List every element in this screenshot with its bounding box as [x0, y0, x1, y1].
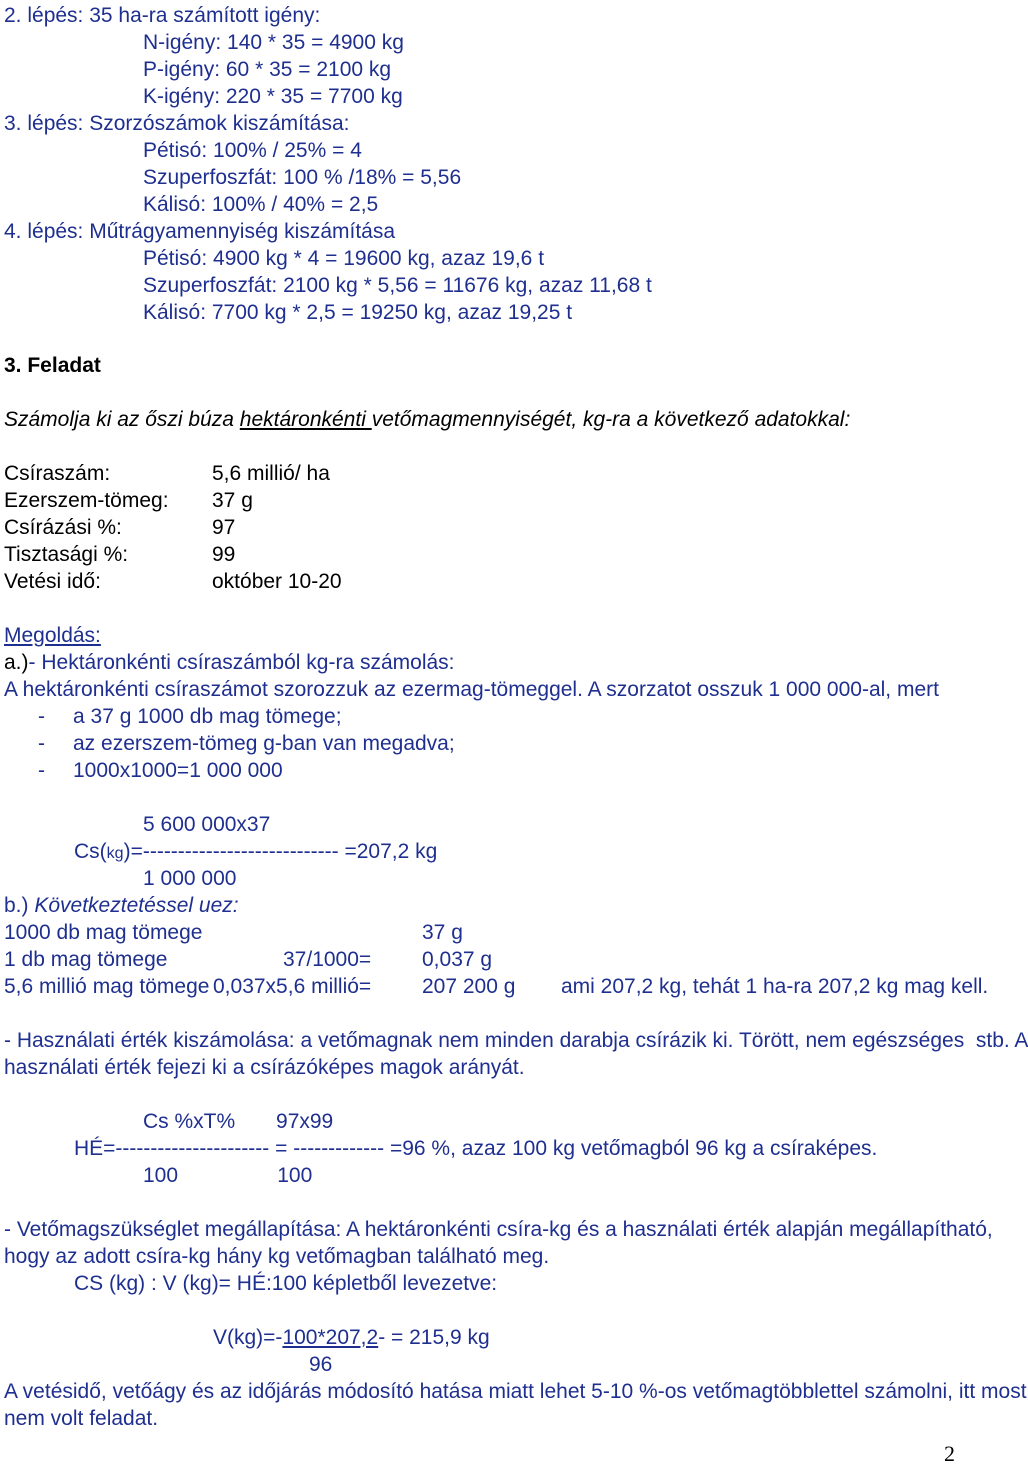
solution-label: Megoldás:: [4, 624, 101, 647]
he-numerator: Cs %xT% 97x99: [143, 1110, 334, 1133]
calc-row-2-col2: 37/1000=: [283, 948, 372, 971]
task-question-part2: vetőmagmennyiségét, kg-ra a következő adatokkal:: [371, 408, 851, 431]
he-text-line1: [4, 1027, 1028, 1054]
bullet-item: az ezerszem-tömeg g-ban van megadva;: [73, 732, 455, 755]
page-number: 2: [944, 1441, 955, 1466]
task-question-underlined: hektáronkénti: [239, 408, 372, 431]
bullet-item: 1000x1000=1 000 000: [73, 759, 283, 782]
calc-row-3-col4: ami 207,2 kg, tehát 1 ha-ra 207,2 kg mag kell.: [561, 975, 989, 998]
he-text-blue: - Használati érték kiszámolása: a vetőmagnak nem minden darabja csírázik ki.: [4, 1029, 734, 1052]
v-formula-pre: V(kg)=-: [213, 1326, 283, 1349]
v-formula-numerator: 100*207,2: [282, 1326, 379, 1349]
part-a-text-rest: A szorzatot osszuk 1 000 000-al, mert: [582, 678, 939, 701]
szuper-amount: Szuperfoszfát: 2100 kg * 5,56 = 11676 kg, azaz 11,68 t: [143, 274, 652, 297]
step3-heading: 3. lépés: Szorzószámok kiszámítása:: [4, 112, 350, 135]
calc-row-3-col2: 0,037x5,6 millió=: [213, 975, 372, 998]
task-question-part1: Számolja ki az őszi búza: [4, 408, 240, 431]
data-value-csirazasi: 97: [212, 516, 236, 539]
vs-text-line1: - Vetőmagszükséglet megállapítása: A hektáronkénti csíra-kg és a használati érték alapján megállapítható,: [4, 1218, 993, 1241]
he-formula: HÉ=---------------------- = ------------- =96 %, azaz 100 kg vetőmagból 96 kg a csíraképes.: [74, 1137, 878, 1160]
kaliso-amount: Kálisó: 7700 kg * 2,5 = 19250 kg, azaz 19,25 t: [143, 301, 573, 324]
data-value-tisztasagi: 99: [212, 543, 236, 566]
cs-formula-pre: Cs(: [74, 840, 107, 863]
calc-row-2-col3: 0,037 g: [422, 948, 493, 971]
part-a-prefix: a.): [4, 651, 29, 674]
petiso-amount: Pétisó: 4900 kg * 4 = 19600 kg, azaz 19,6 t: [143, 247, 545, 270]
part-a-text: [4, 676, 939, 703]
calc-row-2-col1: 1 db mag tömege: [4, 948, 168, 971]
bullet-dash: -: [38, 759, 45, 782]
v-formula-post: - = 215,9 kg: [378, 1326, 490, 1349]
calc-row-3-col1: 5,6 millió mag tömege: [4, 975, 210, 998]
part-b-prefix: b.): [4, 894, 29, 917]
calc-row-1-col1: 1000 db mag tömege: [4, 921, 203, 944]
p-requirement: P-igény: 60 * 35 = 2100 kg: [143, 58, 392, 81]
vs-text-line3: CS (kg) : V (kg)= HÉ:100 képletből levezetve:: [74, 1272, 498, 1295]
bullet-item: a 37 g 1000 db mag tömege;: [73, 705, 342, 728]
data-label-csiraszam: Csíraszám:: [4, 462, 111, 485]
n-requirement: N-igény: 140 * 35 = 4900 kg: [143, 31, 404, 54]
bullet-dash: -: [38, 732, 45, 755]
data-label-ezerszem: Ezerszem-tömeg:: [4, 489, 169, 512]
vs-text-line2: hogy az adott csíra-kg hány kg vetőmagban található meg.: [4, 1245, 550, 1268]
k-requirement: K-igény: 220 * 35 = 7700 kg: [143, 85, 403, 108]
part-b-heading: [4, 892, 239, 919]
cs-numerator: 5 600 000x37: [143, 813, 271, 836]
calc-row-3-col3: 207 200 g: [422, 975, 516, 998]
calc-row-1-col3: 37 g: [422, 921, 463, 944]
kaliso-multiplier: Kálisó: 100% / 40% = 2,5: [143, 193, 379, 216]
data-label-vetesi: Vetési idő:: [4, 570, 101, 593]
v-denominator: 96: [309, 1353, 333, 1376]
data-label-csirazasi: Csírázási %:: [4, 516, 122, 539]
cs-formula-post: )=---------------------------- =207,2 kg: [123, 840, 438, 863]
cs-denominator: 1 000 000: [143, 867, 237, 890]
bullet-dash: -: [38, 705, 45, 728]
part-a-text-blue: A hektáronkénti csíraszámot szorozzuk az ezermag-tömeggel.: [4, 678, 583, 701]
part-a-heading: [4, 649, 455, 676]
v-formula: [213, 1324, 490, 1351]
data-value-csiraszam: 5,6 millió/ ha: [212, 462, 330, 485]
cs-formula: [74, 838, 437, 867]
he-denominator: 100 100: [143, 1164, 313, 1187]
step4-heading: 4. lépés: Műtrágyamennyiség kiszámítása: [4, 220, 396, 243]
data-value-vetesi: október 10-20: [212, 570, 342, 593]
data-label-tisztasagi: Tisztasági %:: [4, 543, 129, 566]
final-note-line1: A vetésidő, vetőágy és az időjárás módosító hatása miatt lehet 5-10 %-os vetőmagtöbblettel számolni, itt most: [4, 1380, 1027, 1403]
final-note-line2: nem volt feladat.: [4, 1407, 159, 1430]
part-b-title: Következtetéssel uez:: [28, 894, 239, 917]
szuper-multiplier: Szuperfoszfát: 100 % /18% = 5,56: [143, 166, 462, 189]
petiso-multiplier: Pétisó: 100% / 25% = 4: [143, 139, 362, 162]
cs-formula-unit: kg: [106, 845, 124, 862]
task-question: [4, 406, 850, 433]
he-text-rest: Törött, nem egészséges stb. A: [733, 1029, 1028, 1052]
task-title: 3. Feladat: [4, 354, 101, 377]
data-value-ezerszem: 37 g: [212, 489, 253, 512]
part-a-title: - Hektáronkénti csíraszámból kg-ra számolás:: [28, 651, 455, 674]
step2-heading: 2. lépés: 35 ha-ra számított igény:: [4, 4, 321, 27]
he-text-line2: használati érték fejezi ki a csírázóképes magok arányát.: [4, 1056, 525, 1079]
